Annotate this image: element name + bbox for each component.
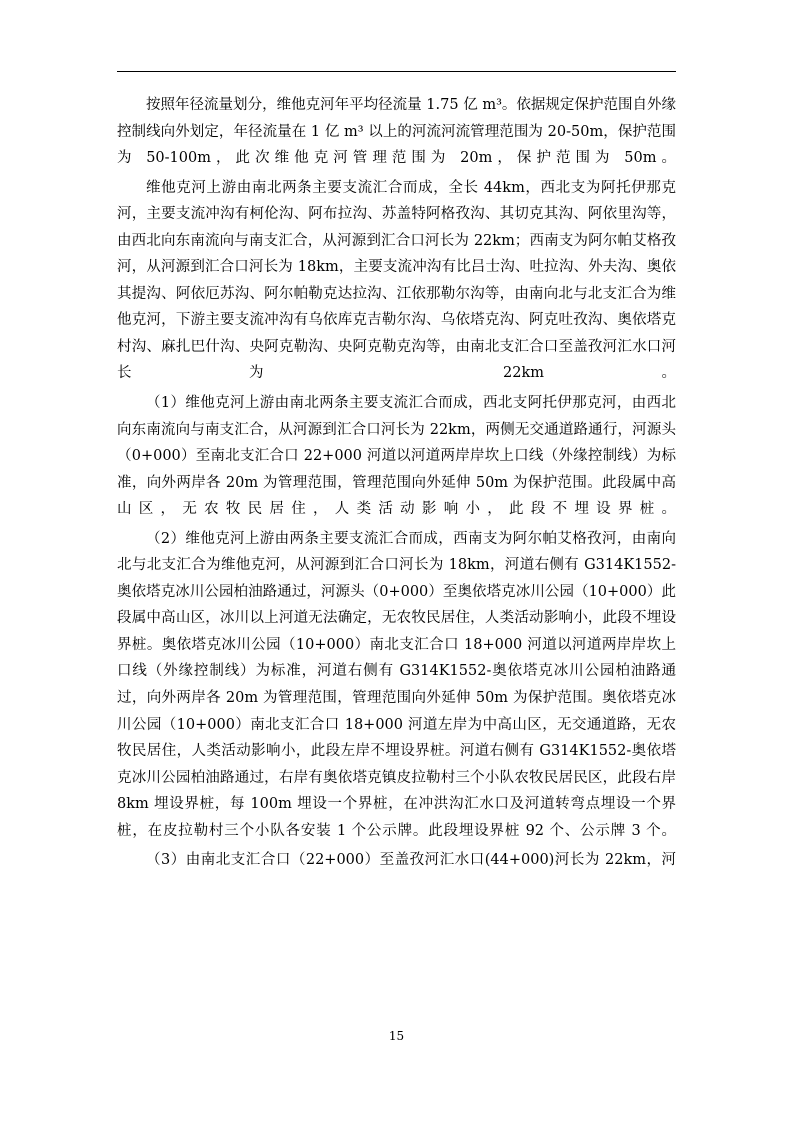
page-body: [117, 92, 676, 877]
paragraph-runoff-classification: 按照年径流量划分，维他克河年平均径流量 1.75 亿 m³。依据规定保护范围自外缘控制线向外划定，年径流量在 1 亿 m³ 以上的河流河流管理范围为 20-50m，保护范围为 50-100m，此次维他克河管理范围为 20m，保护范围为 50m。: [117, 97, 676, 167]
paragraph-river-overview: 维他克河上游由南北两条主要支流汇合而成，全长 44km，西北支为阿托伊那克河，主要支流冲沟有柯伦沟、阿布拉沟、苏盖特阿格孜沟、其切克其沟、阿依里沟等，由西北向东南流向与南支汇合，从河源到汇合口河长为 22km；西南支为阿尔帕艾格孜河，从河源到汇合口河长为 18km，主要支流冲沟有比吕士沟、吐拉沟、外夫沟、奥依其提沟、阿依厄苏沟、阿尔帕勒克达拉沟、江依那勒尔沟等，由南向北与北支汇合为维他克河，下游主要支流冲沟有乌依库克吉勒尔沟、乌依塔克沟、阿克吐孜沟、奥依塔克村沟、麻扎巴什沟、央阿克勒沟、央阿克勒克沟等，由南北支汇合口至盖孜河汇水口河长为 22km。: [117, 179, 676, 382]
page-number: 15: [388, 1029, 405, 1043]
header-rule: [117, 71, 676, 72]
paragraph-section-1: （1）维他克河上游由南北两条主要支流汇合而成，西北支阿托伊那克河，由西北向东南流向与南支汇合，从河源到汇合口河长为 22km，两侧无交通道路通行，河源头（0+000）至南北支汇合口 22+000 河道以河道两岸岸坎上口线（外缘控制线）为标准，向外两岸各 20m 为管理范围，管理范围向外延伸 50m 为保护范围。此段属中高山区，无农牧民居住，人类活动影响小，此段不埋设界桩。: [117, 395, 676, 518]
paragraph-section-2: （2）维他克河上游由两条主要支流汇合而成，西南支为阿尔帕艾格孜河，由南向北与北支汇合为维他克河，从河源到汇合口河长为 18km，河道右侧有 G314K1552-奥依塔克冰川公园柏油路通过，河源头（0+000）至奥依塔克冰川公园（10+000）此段属中高山区，冰川以上河道无法确定，无农牧民居住，人类活动影响小，此段不埋设界桩。奥依塔克冰川公园（10+000）南北支汇合口 18+000 河道以河道两岸岸坎上口线（外缘控制线）为标准，河道右侧有 G314K1552-奥依塔克冰川公园柏油路通过，向外两岸各 20m 为管理范围，管理范围向外延伸 50m 为保护范围。奥依塔克冰川公园（10+000）南北支汇合口 18+000 河道左岸为中高山区，无交通道路，无农牧民居住，人类活动影响小，此段左岸不埋设界桩。河道右侧有 G314K1552-奥依塔克冰川公园柏油路通过，右岸有奥依塔克镇皮拉勒村三个小队农牧民居民区，此段右岸 8km 埋设界桩，每 100m 埋设一个界桩，在冲洪沟汇水口及河道转弯点埋设一个界桩，在皮拉勒村三个小队各安装 1 个公示牌。此段埋设界桩 92 个、公示牌 3 个。: [117, 530, 676, 839]
paragraph-section-3: （3）由南北支汇合口（22+000）至盖孜河汇水口(44+000)河长为 22km，河: [146, 852, 676, 869]
